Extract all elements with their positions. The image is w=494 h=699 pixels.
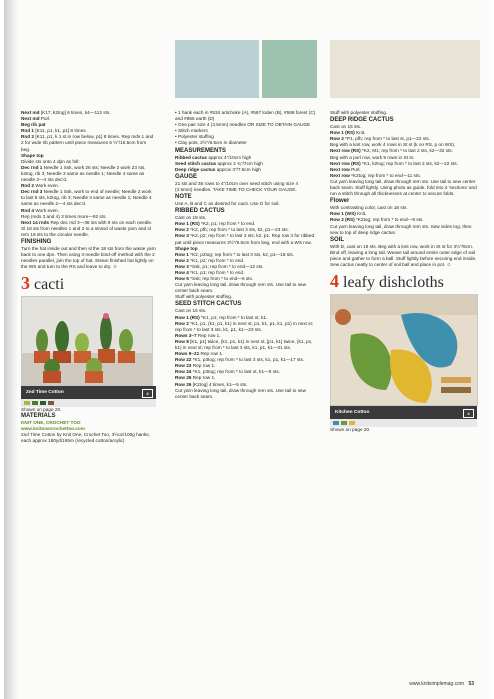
yarn-weight-icon: 4 [463, 409, 474, 418]
section-name: cacti [34, 276, 65, 294]
instruction-line-label: Row 2 [330, 136, 344, 142]
section-title-dishcloths [330, 272, 477, 292]
shown-on-page: Shown on page 20. [330, 427, 371, 433]
measurement-line-label: Seed stitch cactus [175, 160, 217, 166]
instruction-line-text: *K2, M1; rep from * to last 2 sts, k2—32 sts. [360, 148, 453, 154]
column-left [21, 110, 156, 444]
instruction-line-text: *K1, p3tog; rep from * to last 3 sts, k1, p1, k1—17 sts. [191, 357, 305, 363]
instruction-line-label: Row 1 (RS) [175, 221, 200, 227]
instruction-line-text: [K2tog] 4 times, k1—5 sts. [191, 381, 248, 387]
finishing-text: Turn the hat inside out and then sl the 18 sts from the waste yarn back to one dpn. Then using 3-needle bind-off method with the 2 needles parallel, join the top of hat. Steam finished hat lightly on the WS and turn to the RS and leave to dry. ☺ [21, 245, 156, 270]
previous-page-strip [175, 40, 259, 98]
instruction-line-text: Knit. [354, 130, 366, 136]
section-title-cacti [21, 274, 156, 294]
seed-cactus-instructions [175, 308, 316, 399]
cacti-photo [21, 296, 153, 386]
instruction-line [175, 388, 316, 400]
instruction-line-label: Row 2 [175, 320, 189, 326]
material-bullet: • One pair size 4 (3.5mm) needles OR SIZE TO OBTAIN GAUGE [175, 122, 311, 128]
swatch [32, 401, 38, 405]
instruction-line-label: Next row (RS) [330, 160, 361, 166]
ribbed-cactus-heading: RIBBED CACTUS [175, 208, 225, 215]
swatch [349, 421, 355, 425]
page-footer [409, 681, 474, 687]
ribbed-cactus-instructions [175, 215, 316, 300]
instruction-line-text: *K2, p2; rep from * to last 3 sts, k2, p1. Rep row 3 for ribbed pat until piece measures 3½"/9.5cm from beg, end with a WS row. [175, 233, 315, 245]
instruction-line-label: Row 1 (RS) [330, 130, 355, 136]
instruction-line-text: Cut yarn leaving long tail, draw through rem sts. Use tail to sew center back seam. [175, 282, 307, 294]
yarn-name: 2nd Time Cotton [26, 390, 64, 396]
instruction-line-text: Beg with a purl row, work 9 rows in St st. [330, 154, 415, 160]
stuffing-text: Stuff with polyester stuffing. [330, 110, 388, 115]
brand-url[interactable]: www.knitonecrochettoo.com [21, 425, 85, 431]
instruction-line-text: [K11, p1, k 1 st in row below, p1] 8 times. Rep mds 1 and 2 for wide rib pattern until piece measures 6 ½"/16.5cm from beg. [21, 134, 154, 152]
deep-ridge-heading: DEEP RIDGE CACTUS [330, 117, 394, 124]
soil-heading: SOIL [330, 236, 345, 243]
instruction-line-text: *K2tog; rep from * to end—11 sts. [349, 172, 421, 178]
instruction-line [175, 321, 316, 333]
footer-url[interactable]: www.knitsimplemag.com [409, 681, 465, 687]
instruction-line-label: Next md [21, 110, 40, 115]
page-gutter [4, 0, 18, 699]
instruction-line-text: *K2, pfb; rep from * to last 3 sts, k2, p1—23 sts. [188, 227, 289, 233]
color-swatches [330, 419, 477, 427]
instruction-line-label: Rnd 2 [21, 134, 35, 140]
swatch [40, 401, 46, 405]
instruction-line-text: Rep row 1. [191, 363, 216, 369]
instruction-line-text: *K1, p1; rep from * to end. [188, 269, 245, 275]
instruction-line-label: Rnd 4 [21, 207, 35, 213]
instruction-line-text: *Ssk; rep from * to end—6 sts. [188, 276, 254, 282]
swatch [341, 421, 347, 425]
magazine-page [4, 0, 492, 699]
shown-on-page: Shown on page 20. [21, 407, 62, 413]
color-swatches [21, 399, 156, 407]
instruction-line [21, 165, 156, 183]
gauge-text: 21 sts and 38 rows to 4"/10cm over seed stitch using size 4 (3.5mm) needles. TAKE TIME TO CHECK YOUR GAUGE. [175, 180, 299, 192]
instruction-line-text: Needle 1 Ssk, work to end of needle; Needle 2 work to last 5 sts, k2tog, rib 3; Needle 3 same as needle 1; Needle 4 same as needle 2—4 sts dec'd. [21, 189, 152, 207]
instruction-line-label: Row 2 [175, 257, 189, 263]
leaf-dishcloth-illustration [331, 295, 477, 405]
instruction-line-label: Row 3 [175, 233, 189, 239]
dishcloth-photo [330, 294, 478, 406]
instruction-line-text: *K1, p3tog; rep from * to last st, k1—9 sts. [191, 369, 281, 375]
column-middle [175, 110, 316, 400]
swatch [48, 401, 54, 405]
instruction-line-label: Row 8 [175, 338, 189, 344]
instruction-line-label: Row 3 [175, 263, 189, 269]
instruction-line-text: [K1, p1] twice, (k1, p1, k1) in next st, [p1, k1] twice, (k1, p1, k1) in next st; rep from * to last 3 sts, k1, p1, k1—31 sts. [175, 338, 313, 350]
instruction-line-text: *K1, p1; rep from * to last st, k1. [199, 314, 268, 320]
instruction-line-label: Rnd 1 [21, 128, 35, 134]
materials-heading: MATERIALS [21, 413, 56, 420]
seed-cactus-heading: SEED STITCH CACTUS [175, 301, 242, 308]
hat-instructions [21, 110, 156, 153]
instruction-line-text: Purl. [349, 166, 361, 172]
column-right [330, 110, 477, 433]
material-bullet: • Polyester stuffing [175, 134, 214, 140]
yarn-label-bar [330, 406, 477, 419]
instruction-line-text: *Ssk, p1; rep from * to end—12 sts. [188, 263, 264, 269]
instruction-line-text: Cast on 15 sts. [175, 308, 207, 314]
previous-page-strip [330, 40, 480, 98]
note-heading: NOTE [175, 194, 192, 201]
instruction-line-label: Next row [330, 172, 350, 178]
gauge-heading: GAUGE [175, 173, 198, 180]
materials-list [175, 110, 316, 147]
measurement-line-label: Deep ridge cactus [175, 166, 216, 172]
instruction-line [330, 179, 477, 197]
flower-instructions [330, 205, 477, 235]
instruction-line-text: *K2tog; rep from * to end—9 sts. [354, 217, 424, 223]
instruction-line-label: Row 23 [175, 363, 192, 369]
note-text: Use A, B and C as desired for cacti. Use D for soil. [175, 201, 280, 207]
instruction-line [21, 189, 156, 207]
instruction-line-text: Rep dec md 3—36 sts with 9 sts on each needle. Sl 18 sts from needles 1 and 2 to a strand of waste yarn and sl rem 18 sts to the circular needle. [21, 219, 153, 237]
instruction-line-label: Shape top [175, 245, 198, 251]
section-number: 4 [330, 271, 339, 292]
material-bullet: • Stitch markers [175, 128, 208, 134]
measurements-heading: MEASUREMENTS [175, 147, 227, 154]
instruction-line-text: Beg with a knit row, work 4 rows in St st (k on RS, p on WS). [330, 142, 456, 148]
swatch [333, 421, 339, 425]
instruction-line-label: Next row (RS) [330, 148, 361, 154]
swatch [24, 401, 30, 405]
instruction-line-text: Stuff with polyester stuffing. [175, 294, 233, 300]
instruction-line-text: *K1, p1, (k1, p1, k1) in next st, p1, k1, p1, k1, p1) in next st; rep from * to last 3 sts, k1, p1, k1—23 sts. [175, 320, 314, 332]
instruction-line-text: *K1, p2; rep from * to end. [188, 257, 245, 263]
instruction-line [21, 220, 156, 238]
yarn-name: Kitchen Cotton [335, 410, 370, 416]
instruction-line-label: Next md [21, 116, 40, 122]
instruction-line-text: Knit. [355, 211, 367, 217]
instruction-line-label: Dec rnd 3 [21, 189, 43, 195]
instruction-line-text: [K11, p1, k1, p1] 8 times. [34, 128, 87, 134]
instruction-line-label: Beg rib pat [21, 122, 46, 128]
instruction-line-label: Row 22 [175, 357, 192, 363]
instruction-line [175, 339, 316, 351]
flower-heading: Flower [330, 198, 350, 205]
instruction-line-text: Rep (mds 3 and 4) 3 times more—92 sts. [21, 213, 107, 219]
instruction-line-text: Rep row 1. [199, 351, 224, 357]
shape-top-heading: Shape top [21, 152, 44, 158]
instruction-line-text: Rep row 1. [196, 332, 221, 338]
instruction-line [175, 282, 316, 294]
instruction-line-text: *K2, p1; rep from * to end. [199, 221, 256, 227]
section-number: 3 [21, 273, 30, 294]
instruction-line-text: Cut yarn leaving long tail, draw through rem sts. Sew sides tog, then sew to top of deep ridge cactus. [330, 223, 472, 235]
instruction-line-label: Rows 3–7 [175, 332, 197, 338]
instruction-line-label: Rnd 2 [21, 183, 35, 189]
instruction-line-label: Row 2 [175, 227, 189, 233]
instruction-line-label: Row 24 [175, 369, 192, 375]
measurement-line-text: approx 3"/7.5cm high [215, 166, 261, 172]
instruction-line-label: Next row [330, 166, 350, 172]
instruction-line-label: Dec rnd 1 [21, 164, 43, 170]
instruction-line-label: Row 1 (RS) [175, 314, 200, 320]
instruction-line-label: Next 14 rnds [21, 219, 50, 225]
page-number: 53 [468, 681, 474, 687]
shape-top-instructions [21, 159, 156, 238]
instruction-line-label: Row 4 [175, 269, 189, 275]
material-bullet: • 1 hank each in #534 artichoke (A), #567 loden (B), #598 forest (C) and #855 earth (D) [175, 110, 316, 122]
instruction-line-text: [K17, k2tog] 6 times, k4—112 sts. [39, 110, 111, 115]
instruction-line-label: Row 2 (RS) [330, 217, 355, 223]
instruction-line-label: Rows 9–21 [175, 351, 200, 357]
instruction-line-text: Cast on 15 sts. [330, 124, 362, 130]
previous-page-strip [262, 40, 317, 98]
instruction-line [330, 224, 477, 236]
instruction-line-text: *K2, p2tog; rep from * to last 3 sts, k2, p1—18 sts. [188, 251, 295, 257]
instruction-line-label: Row 5 [175, 276, 189, 282]
measurements-list [175, 155, 316, 173]
instruction-line-text: Purl. [39, 116, 51, 122]
instruction-line-label: Row 1 [175, 251, 189, 257]
measurement-line-text: approx 4"/10cm high [207, 154, 252, 160]
brand-name: KNIT ONE, CROCHET TOO [21, 419, 81, 425]
material-bullet: • Clay pots, 2½"/6.5cm in diameter [175, 140, 247, 146]
instruction-line-text: Work even. [34, 183, 59, 189]
instruction-line-label: Row 1 (WS) [330, 211, 356, 217]
measurement-line-text: approx 2 ¾"/7cm high [216, 160, 263, 166]
instruction-line-label: Row 26 [175, 381, 192, 387]
yarn-weight-icon: 4 [142, 389, 153, 398]
measurement-line-label: Ribbed cactus [175, 154, 208, 160]
instruction-line-text: Cast on 18 sts. [175, 215, 207, 221]
yarn-label-bar [21, 386, 156, 399]
instruction-line-text: *P1, pfb; rep from * to last st, p1—22 sts. [343, 136, 431, 142]
materials-text: 2nd Time Cotton by Knit One, Crochet Too, 3½oz/100g hanks, each approx 180yd/165m (recycled cotton/acrylic) [21, 431, 150, 443]
instruction-line-text: *K1, k2tog; rep from * to last 2 sts, k2—22 sts. [360, 160, 458, 166]
cacti-illustration [22, 297, 152, 385]
instruction-line-text: Cut yarn leaving long tail, draw through rem sts. Use tail to sew center back seam. [175, 387, 307, 399]
soil-text: With D, cast on 19 sts. Beg with a knit row, work in St st for 3½"/9cm. Bind off, leaving a long tail. Weave tail around entire outer edge of soil piece and gather to form a ball. Stuff lightly before securing end inside. Sew cactus neatly to center of soil ball and place in pot. ☺ [330, 243, 477, 267]
instruction-line [21, 134, 156, 152]
instruction-line [175, 233, 316, 245]
finishing-heading: FINISHING [21, 238, 52, 245]
deep-ridge-instructions [330, 124, 477, 197]
section-name: leafy dishcloths [343, 274, 444, 292]
instruction-line-text: Needle 1 Ssk, work 26 sts; Needle 2 work 23 sts, k2tog, rib 3; Needle 3 same as needle 1; Needle 4 same as needle 2—4 sts dec'd. [21, 164, 146, 183]
instruction-line-text: Rep row 1. [191, 375, 216, 381]
instruction-line-label: Row 25 [175, 375, 192, 381]
instruction-line-text: Work even. [34, 207, 59, 213]
instruction-line-text: With contrasting color, cast on 18 sts. [330, 205, 408, 211]
instruction-line-text: Cut yarn leaving long tail, draw through rem sts. Use tail to sew center back seam. Stuff lightly. Using photo as guide, fold into 4 'sections' and run a stitch through all thicknesses at center to secure folds. [330, 178, 477, 197]
instruction-line-text: Divide sts onto 4 dpn as foll: [21, 158, 80, 164]
